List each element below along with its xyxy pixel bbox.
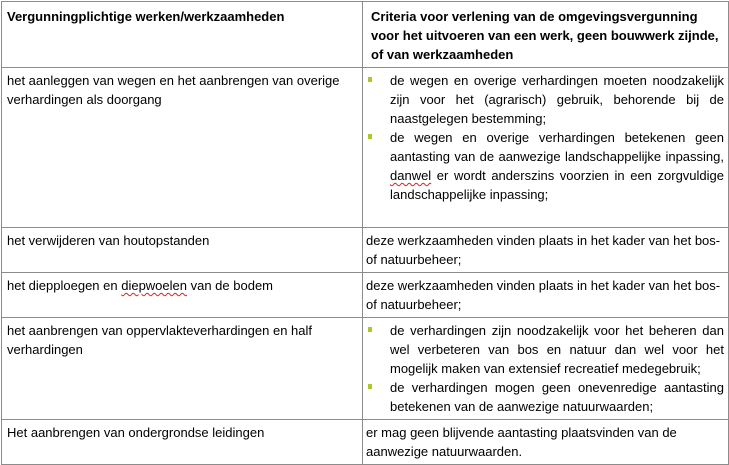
table-header-row [2,2,729,68]
work-cell: het verwijderen van houtopstanden [2,228,363,273]
table-row [2,68,729,228]
criteria-cell [363,318,729,420]
work-cell: het diepploegen en diepwoelen van de bodem [2,273,363,318]
criteria-item: de verhardingen mogen geen onevenredige aantasting betekenen van de aanwezige natuurwaarden; [366,378,724,416]
criteria-cell [363,68,729,228]
criteria-list [366,321,724,416]
spellcheck-flagged-word[interactable]: diepwoelen [121,278,187,293]
criteria-item: de wegen en overige verhardingen betekenen geen aantasting van de aanwezige landschappelijke inpassing, danwel er wordt anderszins voorzien in een zorgvuldige landschappelijke inpassing; [366,128,724,204]
header-works: Vergunningplichtige werken/werkzaamheden [2,2,363,68]
criteria-cell: er mag geen blijvende aantasting plaatsvinden van de aanwezige natuurwaarden. [363,420,729,465]
square-bullet-icon [368,77,372,82]
table-row [2,228,729,273]
spellcheck-flagged-word[interactable]: danwel [390,168,432,183]
work-cell: het aanleggen van wegen en het aanbrengen van overige verhardingen als doorgang [2,68,363,228]
criteria-item: de verhardingen zijn noodzakelijk voor het beheren dan wel verbeteren van bos en natuur dan wel voor het mogelijk maken van extensief recreatief medegebruik; [366,321,724,378]
criteria-list [366,71,724,204]
criteria-cell: deze werkzaamheden vinden plaats in het kader van het bos- of natuurbeheer; [363,228,729,273]
square-bullet-icon [368,134,372,139]
header-criteria: Criteria voor verlening van de omgevingsvergunning voor het uitvoeren van een werk, geen bouwwerk zijnde, of van werkzaamheden [363,2,729,68]
square-bullet-icon [368,327,372,332]
table-row [2,273,729,318]
work-cell: Het aanbrengen van ondergrondse leidingen [2,420,363,465]
table-row [2,318,729,420]
criteria-item: de wegen en overige verhardingen moeten noodzakelijk zijn voor het (agrarisch) gebruik, behorende bij de naastgelegen bestemming; [366,71,724,128]
criteria-table [1,1,729,465]
work-cell: het aanbrengen van oppervlakteverhardingen en half verhardingen [2,318,363,420]
square-bullet-icon [368,384,372,389]
criteria-cell: deze werkzaamheden vinden plaats in het kader van het bos- of natuurbeheer; [363,273,729,318]
